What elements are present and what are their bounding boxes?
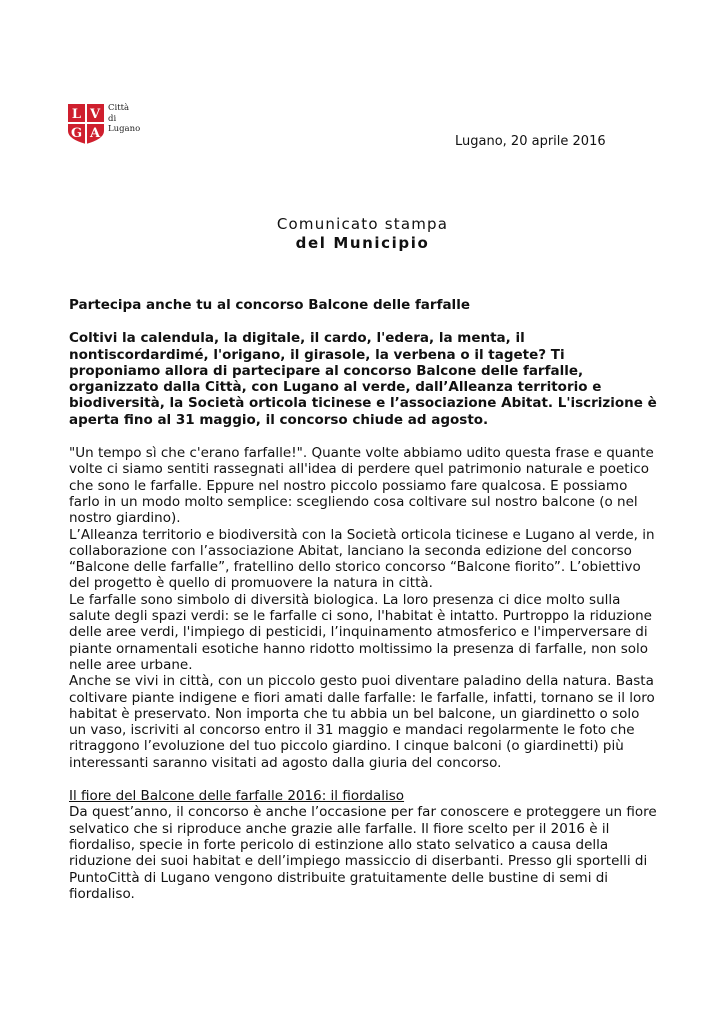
title-line-2: del Municipio <box>295 234 430 252</box>
title-line-1: Comunicato stampa <box>276 215 449 233</box>
dateline: Lugano, 20 aprile 2016 <box>455 134 606 149</box>
headline: Partecipa anche tu al concorso Balcone delle farfalle <box>69 297 470 313</box>
lead-paragraph: Coltivi la calendula, la digitale, il cardo, l'edera, la menta, il nontiscordardimé, l'origano, il girasole, la verbena o il tagete? Ti proponiamo allora di partecipare al concorso Balcone delle farfalle, organizzato dalla Città, con Lugano al verde, dall’Alleanza territorio e biodiversità, la Società orticola ticinese e l’associazione Abitat. L'iscrizione è aperta fino al 31 maggio, il concorso chiude ad agosto. <box>69 330 657 428</box>
logo-letter-v: V <box>89 107 101 122</box>
logo-letter-a: A <box>89 126 101 141</box>
logo-text <box>108 103 140 135</box>
section-heading: Il fiore del Balcone delle farfalle 2016: il fiordaliso <box>69 788 405 805</box>
lvga-shield-icon <box>67 103 105 145</box>
city-logo <box>67 103 147 147</box>
body-paragraph: L’Alleanza territorio e biodiversità con la Società orticola ticinese e Lugano al verde, in collaborazione con l’associazione Abitat, lanciano la seconda edizione del concorso “Balcone delle farfalle”, fratellino dello storico concorso “Balcone fiorito”. L’obiettivo del progetto è quello di promuovere la natura in città. <box>69 526 655 592</box>
body-paragraph: Anche se vivi in città, con un piccolo gesto puoi diventare paladino della natura. Basta coltivare piante indigene e fiori amati dalle farfalle: le farfalle, infatti, tornano se il loro habitat è preservato. Non importa che tu abbia un bel balcone, un giardinetto o solo un vaso, iscriviti al concorso entro il 31 maggio e mandaci regolarmente le foto che ritraggono l’evoluzione del tuo piccolo giardino. I cinque balconi (o giardinetti) più interessanti saranno visitati ad agosto dalla giuria del concorso. <box>69 673 655 771</box>
logo-text-line: Città <box>108 103 130 113</box>
logo-text-line: di <box>108 113 117 124</box>
page-title <box>0 215 725 253</box>
logo-letter-l: L <box>71 107 82 122</box>
section-paragraph: Da quest’anno, il concorso è anche l’occasione per far conoscere e proteggere un fiore selvatico che si riproduce anche grazie alle farfalle. Il fiore scelto per il 2016 è il fiordaliso, specie in forte pericolo di estinzione allo stato selvatico a causa della riduzione dei suoi habitat e dell’impiego massiccio di diserbanti. Presso gli sportelli di PuntoCittà di Lugano vengono distribuite gratuitamente delle bustine di semi di fiordaliso. <box>69 804 657 902</box>
logo-letter-g: G <box>70 126 83 141</box>
press-release-body <box>69 297 659 902</box>
body-paragraph: Le farfalle sono simbolo di diversità biologica. La loro presenza ci dice molto sulla salute degli spazi verdi: se le farfalle ci sono, l'habitat è intatto. Purtroppo la riduzione delle aree verdi, l'impiego di pesticidi, l’inquinamento atmosferico e l'imperversare di piante ornamentali esotiche hanno ridotto moltissimo la presenza di farfalle, non solo nelle aree urbane. <box>69 591 652 673</box>
logo-text-line: Lugano <box>108 124 141 134</box>
body-paragraph: "Un tempo sì che c'erano farfalle!". Quante volte abbiamo udito questa frase e quante volte ci siamo sentiti rassegnati all'idea di perdere quel patrimonio naturale e poetico che sono le farfalle. Eppure nel nostro piccolo possiamo fare qualcosa. E possiamo farlo in un modo molto semplice: scegliendo cosa coltivare sul nostro balcone (o nel nostro giardino). <box>69 445 654 527</box>
